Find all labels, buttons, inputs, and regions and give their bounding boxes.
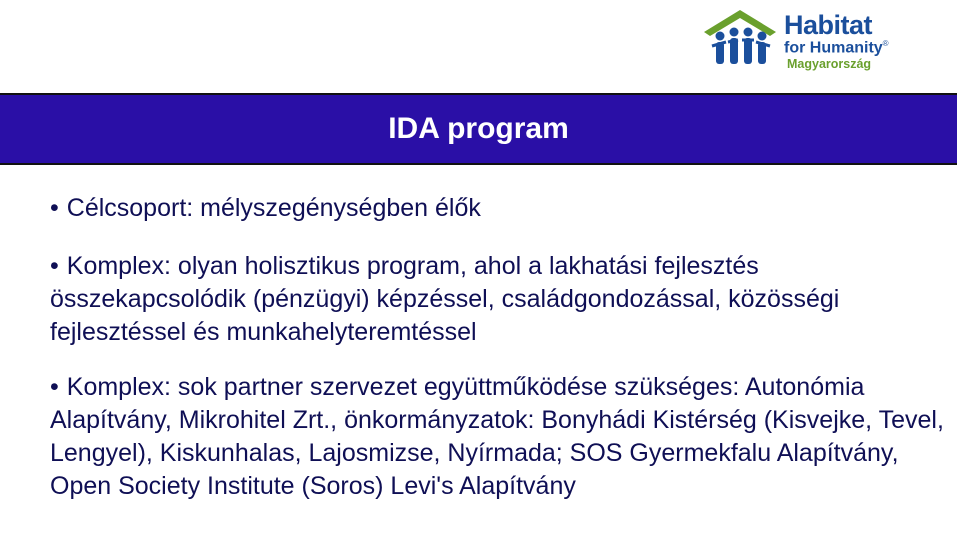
title-bar [0,93,957,165]
bullet-marker: • [50,194,59,222]
bullet-text: Célcsoport: mélyszegénységben élők [66,194,481,222]
bullet-list [50,192,950,503]
bullet-marker: • [50,252,59,280]
bullet-item-target-group [50,192,950,225]
habitat-logo [700,2,910,82]
logo-wordmark [784,12,889,71]
bullet-item-partners [50,371,950,503]
bullet-text: Komplex: sok partner szervezet együttműködése szükséges: Autonómia Alapítvány, Mikrohitel Zrt., önkormányzatok: Bonyhádi Kistérség (Kisvejke, Tevel, Lengyel), Kiskunhalas, Lajosmizse, Nyírmada; SOS Gyermekfalu Alapítvány, Open Society Institute (Soros) Levi's Alapítvány [50,373,944,500]
bullet-text: Komplex: olyan holisztikus program, ahol a lakhatási fejlesztés összekapcsolódik (pénzügyi) képzéssel, családgondozással, közösségi fejlesztéssel és munkahelyteremtéssel [50,252,840,346]
trademark-symbol: ® [882,39,889,48]
logo-country-text: Magyarország [787,57,872,72]
slide-title: IDA program [388,112,569,145]
habitat-house-people-icon [700,6,780,70]
bullet-marker: • [50,373,59,401]
logo-habitat-text: Habitat [784,10,873,40]
logo-for-humanity-text: for Humanity® [784,39,889,57]
bullet-item-complex-program [50,250,950,349]
